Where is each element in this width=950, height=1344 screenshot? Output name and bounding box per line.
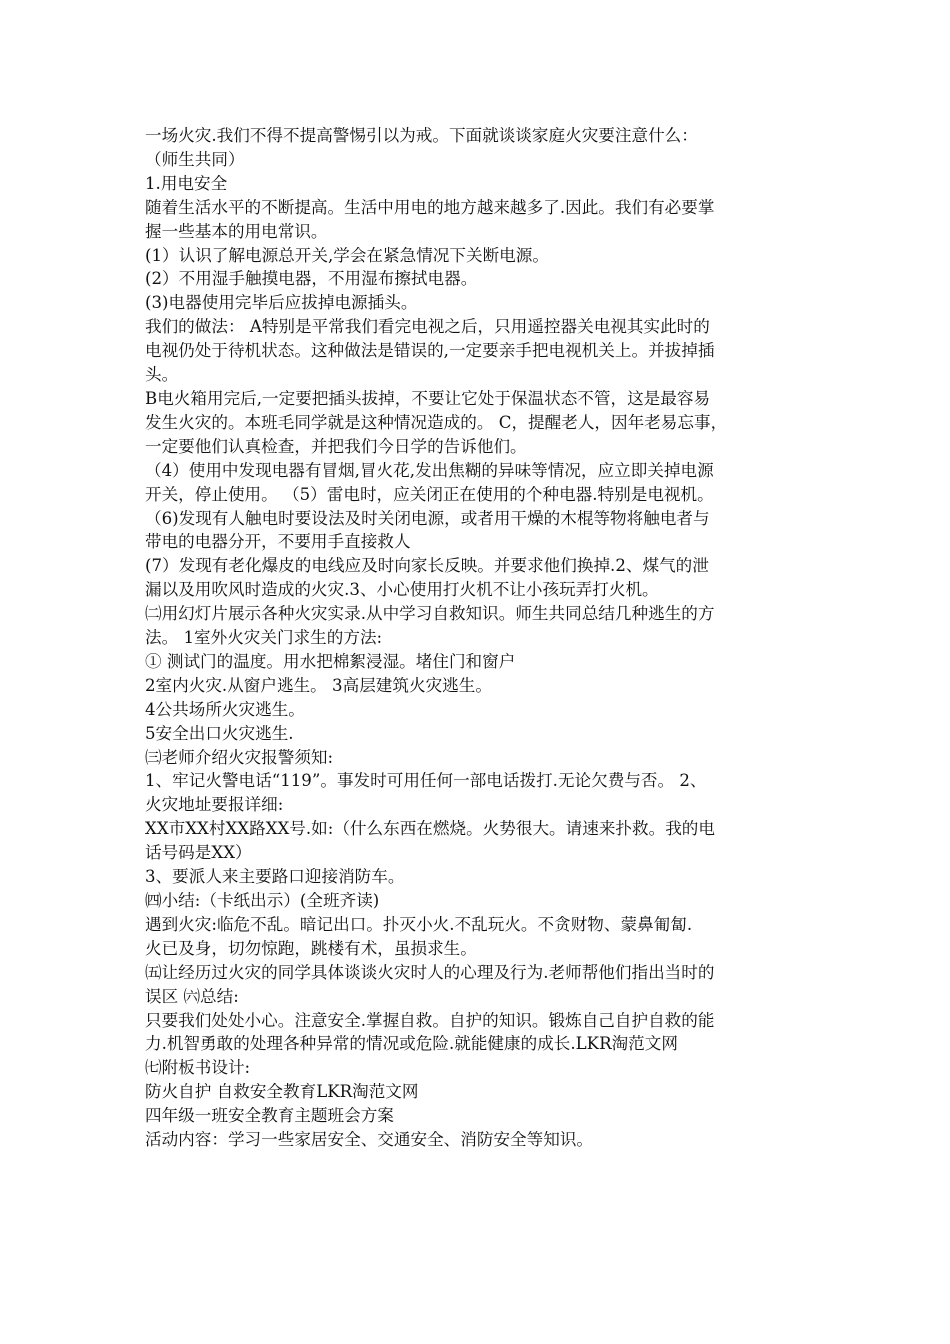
text-line: 带电的电器分开，不要用手直接救人 — [145, 532, 411, 552]
text-line: 3、要派人来主要路口迎接消防车。 — [145, 867, 405, 887]
text-line: 话号码是XX） — [145, 843, 252, 863]
text-line: 误区 ㈥总结: — [145, 986, 239, 1006]
text-line: ㈢老师介绍火灾报警须知: — [145, 747, 334, 767]
document-body — [145, 124, 835, 1152]
text-line: 我们的做法： A特别是平常我们看完电视之后，只用遥控器关电视其实此时的 — [145, 317, 710, 337]
text-line: （师生共同） — [145, 149, 245, 169]
text-line: 法。 1室外火灾关门求生的方法: — [145, 628, 383, 648]
text-line: 随着生活水平的不断提高。生活中用电的地方越来越多了.因此。我们有必要掌 — [145, 197, 715, 217]
text-line: ㈤让经历过火灾的同学具体谈谈火灾时人的心理及行为.老师帮他们指出当时的 — [145, 962, 715, 982]
text-line: 防火自护 自救安全教育LKR淘范文网 — [145, 1082, 419, 1102]
text-line: (3)电器使用完毕后应拔掉电源插头。 — [145, 293, 418, 313]
text-line: 火已及身，切勿惊跑，跳楼有术，虽损求生。 — [145, 938, 477, 958]
text-line: 4公共场所火灾逃生。 — [145, 699, 305, 719]
text-line: 漏以及用吹风时造成的火灾.3、小心使用打火机不让小孩玩弄打火机。 — [145, 580, 659, 600]
text-line: 握一些基本的用电常识。 — [145, 221, 328, 241]
text-line: 活动内容：学习一些家居安全、交通安全、消防安全等知识。 — [145, 1130, 594, 1150]
text-line: ㈡用幻灯片展示各种火灾实录.从中学习自救知识。师生共同总结几种逃生的方 — [145, 604, 715, 624]
text-line: （4）使用中发现电器有冒烟,冒火花,发出焦糊的异味等情况，应立即关掉电源 — [145, 460, 714, 480]
text-line: ㈦附板书设计: — [145, 1058, 251, 1078]
text-line: 遇到火灾:临危不乱。暗记出口。扑灭小火.不乱玩火。不贪财物、蒙鼻匍匐. — [145, 914, 693, 934]
text-line: XX市XX村XX路XX号.如:（什么东西在燃烧。火势很大。请速来扑救。我的电 — [145, 819, 715, 839]
text-line: 1、牢记火警电话“119”。事发时可用任何一部电话拨打.无论欠费与否。 2、 — [145, 771, 707, 791]
text-line: (1）认识了解电源总开关,学会在紧急情况下关断电源。 — [145, 245, 549, 265]
text-line: （6)发现有人触电时要设法及时关闭电源，或者用干燥的木棍等物将触电者与 — [145, 508, 710, 528]
text-line: ① 测试门的温度。用水把棉絮浸湿。堵住门和窗户 — [145, 651, 516, 671]
text-line: 发生火灾的。本班毛同学就是这种情况造成的。 C，提醒老人，因年老易忘事， — [145, 412, 728, 432]
text-line: (7）发现有老化爆皮的电线应及时向家长反映。并要求他们换掉.2、煤气的泄 — [145, 556, 709, 576]
text-line: 力.机智勇敢的处理各种异常的情况或危险.就能健康的成长.LKR淘范文网 — [145, 1034, 678, 1054]
text-line: (2）不用湿手触摸电器，不用湿布擦拭电器。 — [145, 269, 478, 289]
text-line: 只要我们处处小心。注意安全.掌握自救。自护的知识。锻炼自己自护自救的能 — [145, 1010, 715, 1030]
text-line: B电火箱用完后,一定要把插头拔掉，不要让它处于保温状态不管，这是最容易 — [145, 388, 711, 408]
text-line: 一定要他们认真检查，并把我们今日学的告诉他们。 — [145, 436, 527, 456]
text-line: ㈣小结:（卡纸出示）(全班齐读) — [145, 891, 380, 910]
text-line: 头。 — [145, 365, 179, 385]
section-heading: 1.用电安全 — [145, 173, 228, 193]
document-title: 四年级一班安全教育主题班会方案 — [145, 1106, 394, 1126]
text-line: 2室内火灾.从窗户逃生。 3高层建筑火灾逃生。 — [145, 675, 492, 695]
text-line: 5安全出口火灾逃生. — [145, 723, 294, 743]
text-line: 开关，停止使用。 （5）雷电时，应关闭正在使用的个种电器.特别是电视机。 — [145, 484, 714, 504]
text-line: 火灾地址要报详细: — [145, 795, 284, 815]
text-line: 一场火灾.我们不得不提高警惕引以为戒。下面就谈谈家庭火灾要注意什么： — [145, 126, 698, 145]
text-line: 电视仍处于待机状态。这种做法是错误的,一定要亲手把电视机关上。并拔掉插 — [145, 341, 715, 361]
